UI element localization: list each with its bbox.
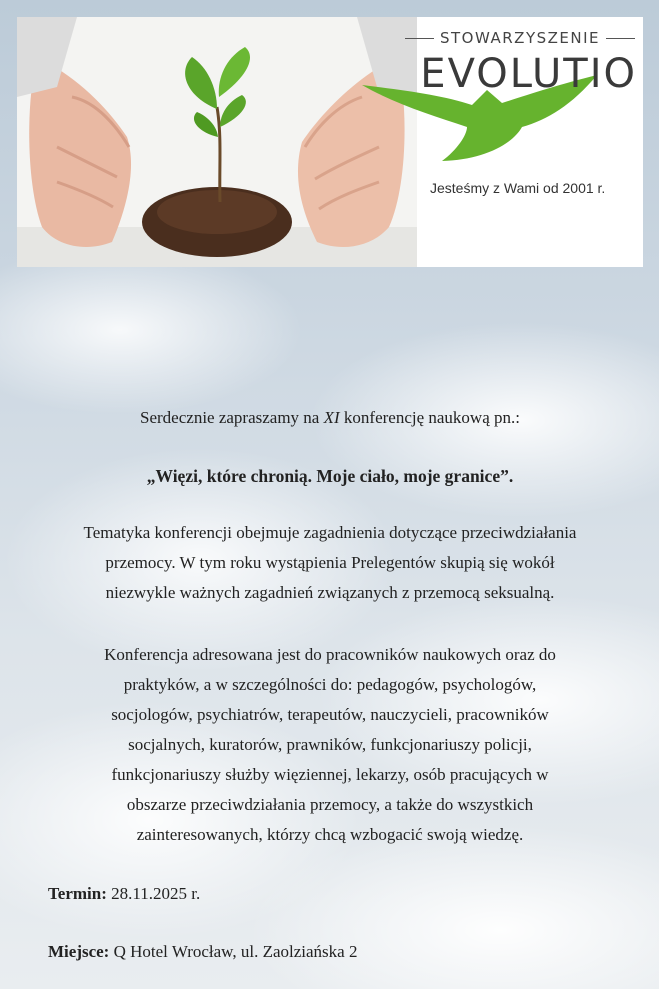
term-label: Termin: (48, 884, 107, 903)
paragraph-line: funkcjonariuszy służby więziennej, lekarzy, osób pracujących w (111, 765, 549, 784)
tagline: Jesteśmy z Wami od 2001 r. (430, 180, 606, 196)
paragraph-topic (35, 518, 625, 608)
term-line (48, 884, 200, 904)
paragraph-audience (35, 640, 625, 850)
conference-number: XI (323, 408, 340, 427)
conference-title: „Więzi, które chronią. Moje ciało, moje granice”. (146, 466, 514, 486)
intro-text-before: Serdecznie zapraszamy na (140, 408, 324, 427)
hands-sprout-photo (17, 17, 417, 267)
paragraph-line: Tematyka konferencji obejmuje zagadnienia dotyczące przeciwdziałania (83, 523, 577, 542)
place-line (48, 942, 357, 962)
paragraph-line: socjologów, psychiatrów, terapeutów, nauczycieli, pracowników (111, 705, 549, 724)
org-name: EVOLUTIO (420, 51, 637, 97)
org-label (405, 29, 635, 47)
paragraph-line: niezwykle ważnych zagadnień związanych z przemocą seksualną. (105, 583, 555, 602)
paragraph-line: socjalnych, kuratorów, prawników, funkcjonariuszy policji, (128, 735, 532, 754)
header-banner (17, 17, 643, 267)
term-value: 28.11.2025 r. (106, 884, 201, 903)
intro-text-after: konferencję naukową pn.: (339, 408, 520, 427)
intro-line (35, 403, 625, 433)
paragraph-line: praktyków, a w szczególności do: pedagogów, psychologów, (123, 675, 537, 694)
org-top-text: STOWARZYSZENIE (439, 29, 601, 47)
paragraph-line: Konferencja adresowana jest do pracowników naukowych oraz do (104, 645, 556, 664)
paragraph-line: przemocy. W tym roku wystąpienia Prelegentów skupią się wokół (105, 553, 555, 572)
logo-line-right (606, 38, 635, 39)
paragraph-line: zainteresowanych, którzy chcą wzbogacić swoją wiedzę. (136, 825, 524, 844)
place-label: Miejsce: (48, 942, 110, 961)
place-value: Q Hotel Wrocław, ul. Zaolziańska 2 (109, 942, 358, 961)
logo-line-left (405, 38, 434, 39)
paragraph-line: obszarze przeciwdziałania przemocy, a także do wszystkich (126, 795, 534, 814)
